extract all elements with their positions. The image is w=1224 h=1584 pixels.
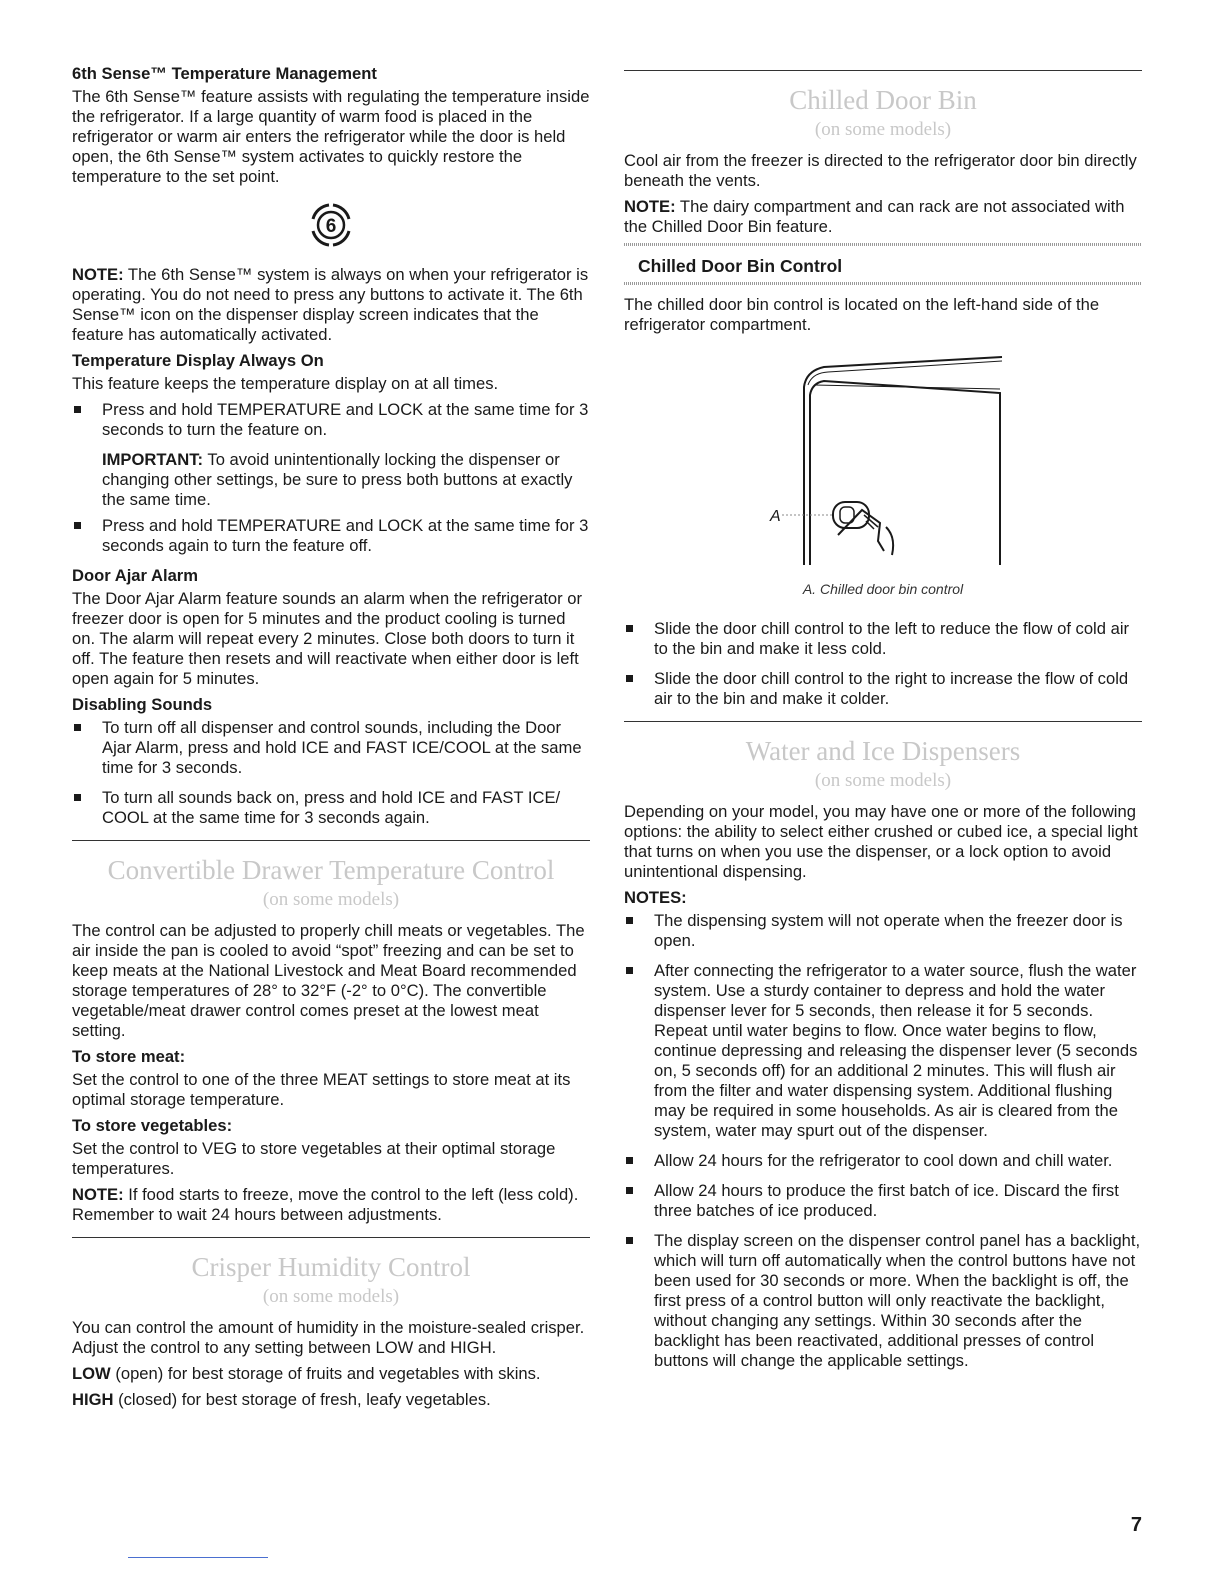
- bin-control-list: [624, 619, 1142, 709]
- note-text: The 6th Sense™ system is always on when your refrigerator is operating. You do not need to press any buttons to activate it. The 6th Sense™ icon on the dispenser display screen indicates that the feature has automatically activated.: [72, 265, 589, 344]
- figure-caption: A. Chilled door bin control: [802, 581, 964, 597]
- high-label: HIGH: [72, 1390, 114, 1409]
- note-text: The dairy compartment and can rack are not associated with the Chilled Door Bin feature.: [624, 197, 1125, 236]
- footer-link-line: [128, 1557, 268, 1558]
- chilled-bin-subtitle: (on some models): [814, 119, 952, 140]
- temp-display-body: This feature keeps the temperature display on at all times.: [72, 374, 499, 393]
- list-item: Slide the door chill control to the right to increase the flow of cold air to the bin and make it colder.: [624, 669, 1142, 709]
- notes-heading: NOTES:: [624, 888, 687, 907]
- dispensers-body: Depending on your model, you may have one or more of the following options: the ability to select either crushed or cubed ice, a special light that turns on when you use the dispenser, or a lock option to avoid unintentional dispensing.: [624, 802, 1138, 881]
- disabling-heading: Disabling Sounds: [72, 695, 213, 714]
- section-divider: [72, 840, 590, 841]
- disabling-list: [72, 718, 590, 828]
- chilled-bin-body: Cool air from the freezer is directed to the refrigerator door bin directly beneath the vents.: [624, 151, 1137, 190]
- convertible-subtitle: (on some models): [262, 889, 400, 910]
- sixth-sense-heading: 6th Sense™ Temperature Management: [72, 64, 377, 83]
- important-note: [72, 450, 590, 510]
- convertible-title: Convertible Drawer Temperature Control: [107, 855, 555, 885]
- list-item: To turn off all dispenser and control sounds, including the Door Ajar Alarm, press and hold ICE and FAST ICE/COOL at the same time for 3 seconds.: [72, 718, 590, 778]
- note-label: NOTE:: [72, 1185, 124, 1204]
- note-label: NOTE:: [624, 197, 676, 216]
- list-item: The dispensing system will not operate when the freezer door is open.: [624, 911, 1142, 951]
- sixth-sense-note: [72, 265, 590, 345]
- high-text: (closed) for best storage of fresh, leafy vegetables.: [113, 1390, 491, 1409]
- list-item: Slide the door chill control to the left to reduce the flow of cold air to the bin and make it less cold.: [624, 619, 1142, 659]
- bin-control-body: The chilled door bin control is located on the left-hand side of the refrigerator compartment.: [624, 295, 1100, 334]
- list-item: Press and hold TEMPERATURE and LOCK at the same time for 3 seconds again to turn the feature off.: [72, 516, 590, 556]
- bin-control-figure: [624, 345, 1142, 575]
- section-divider: [624, 70, 1142, 71]
- note-text: If food starts to freeze, move the control to the left (less cold). Remember to wait 24 hours between adjustments.: [72, 1185, 579, 1224]
- refrigerator-interior-illustration: [624, 345, 1142, 575]
- temp-display-list-2: [72, 516, 590, 556]
- chilled-bin-title: Chilled Door Bin: [789, 85, 977, 115]
- store-meat-heading: To store meat:: [72, 1047, 186, 1066]
- crisper-body: You can control the amount of humidity in the moisture-sealed crisper. Adjust the control to any setting between LOW and HIGH.: [72, 1318, 585, 1357]
- store-veg-heading: To store vegetables:: [72, 1116, 233, 1135]
- sixth-sense-body: The 6th Sense™ feature assists with regulating the temperature inside the refrigerator. If a large quantity of warm food is placed in the refrigerator or warm air enters the refrigerator while the door is held open, the 6th Sense™ system activates to quickly restore the temperature to the set point.: [72, 87, 590, 186]
- bin-control-heading: Chilled Door Bin Control: [638, 256, 843, 276]
- list-item: Allow 24 hours for the refrigerator to cool down and chill water.: [624, 1151, 1142, 1171]
- section-divider: [72, 1237, 590, 1238]
- convertible-body: The control can be adjusted to properly chill meats or vegetables. The air inside the pan is cooled to avoid “spot” freezing and can be set to keep meats at the National Livestock and Meat Board recommended storage temperatures of 28° to 32°F (-2° to 0°C). The convertible vegetable/meat drawer control comes preset at the lowest meat setting.: [72, 921, 585, 1040]
- crisper-subtitle: (on some models): [262, 1286, 400, 1307]
- low-text: (open) for best storage of fruits and vegetables with skins.: [110, 1364, 541, 1383]
- important-label: IMPORTANT:: [102, 450, 204, 469]
- dispensers-subtitle: (on some models): [814, 770, 952, 791]
- list-item: Allow 24 hours to produce the first batch of ice. Discard the first three batches of ice produced.: [624, 1181, 1142, 1221]
- convertible-note: [72, 1185, 590, 1225]
- list-item: Press and hold TEMPERATURE and LOCK at the same time for 3 seconds to turn the feature on.: [72, 400, 590, 440]
- sixth-sense-icon: [305, 199, 357, 251]
- important-text: To avoid unintentionally locking the dispenser or changing other settings, be sure to press both buttons at exactly the same time.: [102, 450, 573, 509]
- left-column: [72, 64, 590, 1416]
- list-item: The display screen on the dispenser control panel has a backlight, which will turn off automatically when the control buttons have not been used for 30 seconds or more. When the backlight is off, the first press of a control button will only reactivate the backlight, without changing any settings. Within 30 seconds after the backlight has been reactivated, additional presses of control buttons will change the applicable settings.: [624, 1231, 1142, 1371]
- temp-display-list: [72, 400, 590, 440]
- right-column: [624, 64, 1142, 1381]
- sixth-sense-icon-text: 6: [325, 216, 337, 237]
- door-ajar-body: The Door Ajar Alarm feature sounds an alarm when the refrigerator or freezer door is open for 5 minutes and the product cooling is turned on. The alarm will repeat every 2 minutes. Close both doors to turn it off. The feature then resets and will reactivate when either door is left open again for 5 minutes.: [72, 589, 583, 688]
- note-label: NOTE:: [72, 265, 124, 284]
- dispensers-title: Water and Ice Dispensers: [745, 736, 1021, 766]
- crisper-title: Crisper Humidity Control: [191, 1252, 471, 1282]
- crisper-high: [72, 1390, 590, 1410]
- dotted-divider: [624, 282, 1142, 285]
- door-ajar-heading: Door Ajar Alarm: [72, 566, 199, 585]
- callout-label-a: A: [770, 508, 781, 525]
- list-item: To turn all sounds back on, press and hold ICE and FAST ICE/ COOL at the same time for 3 seconds again.: [72, 788, 590, 828]
- low-label: LOW: [72, 1364, 111, 1383]
- store-veg-body: Set the control to VEG to store vegetables at their optimal storage temperatures.: [72, 1139, 556, 1178]
- dispensers-list: [624, 911, 1142, 1371]
- chilled-bin-note: [624, 197, 1142, 237]
- store-meat-body: Set the control to one of the three MEAT settings to store meat at its optimal storage temperature.: [72, 1070, 571, 1109]
- list-item: After connecting the refrigerator to a water source, flush the water system. Use a sturdy container to depress and hold the water dispenser lever for 5 seconds, then release it for 5 seconds. Repeat until water begins to flow. Once water begins to flow, continue depressing and releasing the dispenser lever (5 seconds on, 5 seconds off) for an additional 2 minutes. This will flush air from the filter and water dispensing system. Additional flushing may be required in some households. As air is cleared from the system, water may spurt out of the dispenser.: [624, 961, 1142, 1141]
- page-number: 7: [1130, 1514, 1142, 1536]
- section-divider: [624, 721, 1142, 722]
- temp-display-heading: Temperature Display Always On: [72, 351, 324, 370]
- crisper-low: [72, 1364, 590, 1384]
